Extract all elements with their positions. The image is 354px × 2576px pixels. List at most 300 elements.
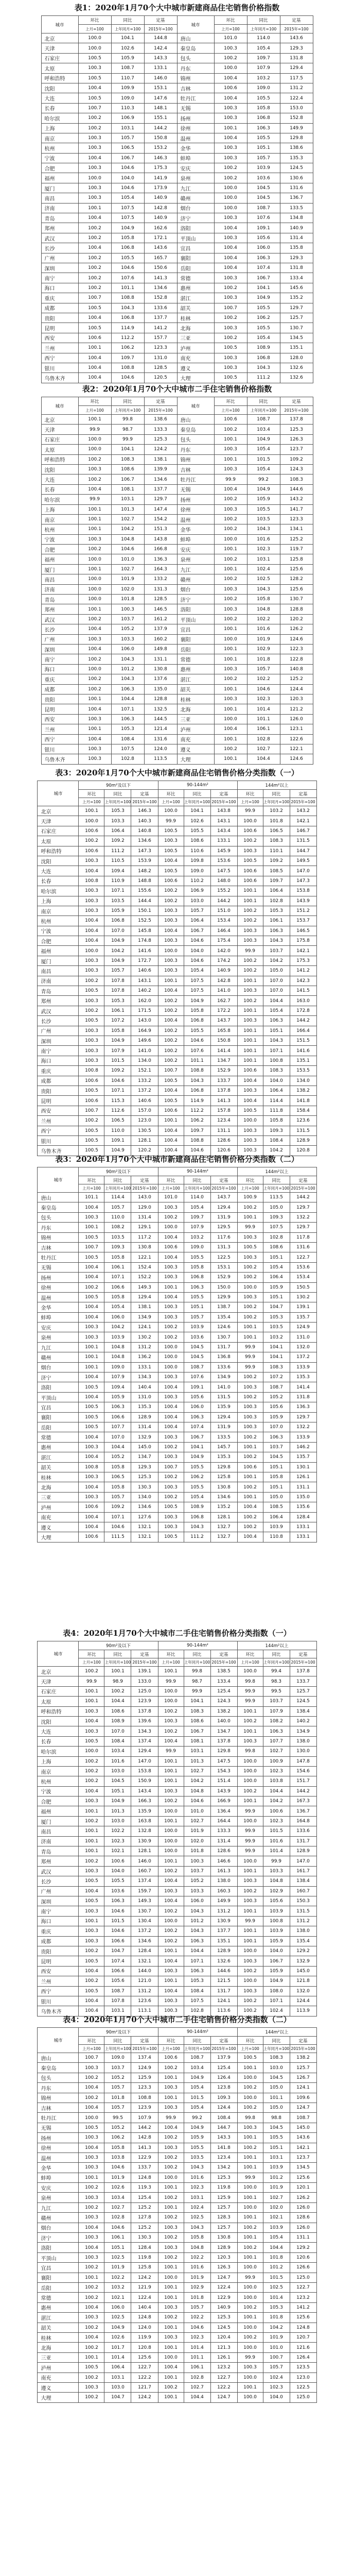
- index-value: 100.0: [237, 2183, 263, 2193]
- index-value: 143.6: [280, 33, 313, 43]
- index-value: 109.3: [210, 2093, 237, 2103]
- index-value: 107.0: [104, 1432, 131, 1442]
- index-value: 102.7: [104, 2202, 131, 2212]
- index-value: 100.4: [158, 1382, 184, 1392]
- table-row: [41, 73, 313, 83]
- index-value: 105.9: [247, 495, 280, 504]
- index-value: 132.0: [290, 1986, 316, 1996]
- index-value: 100.2: [237, 1262, 263, 1272]
- index-value: 163.0: [290, 996, 316, 1006]
- index-value: 103.5: [104, 1232, 131, 1242]
- index-value: 101.1: [184, 2352, 210, 2362]
- index-value: 139.1: [131, 1667, 158, 1676]
- index-value: 104.4: [184, 1946, 210, 1956]
- index-value: 125.3: [210, 2173, 237, 2182]
- index-value: 109.1: [247, 223, 280, 233]
- index-value: 144.7: [210, 2123, 237, 2132]
- index-value: 130.3: [131, 2233, 158, 2243]
- header-mid: 定基: [290, 1650, 316, 1658]
- city-name: 烟台: [177, 203, 214, 213]
- index-value: 100.3: [79, 1797, 104, 1806]
- index-value: 104.8: [104, 1352, 131, 1362]
- index-value: 105.5: [111, 253, 144, 263]
- city-name: 大理: [177, 373, 214, 383]
- table-row: [38, 1392, 316, 1402]
- city-name: 乌鲁木齐: [41, 754, 78, 764]
- index-value: 100.3: [158, 2302, 184, 2312]
- index-value: 100.3: [79, 2193, 104, 2202]
- index-value: 103.6: [184, 1332, 210, 1342]
- table-row: [38, 1736, 316, 1746]
- city-name: 济南: [41, 584, 78, 594]
- table-row: [41, 654, 313, 664]
- index-value: 144.6: [210, 1966, 237, 1976]
- index-value: 172.7: [131, 956, 158, 965]
- header-sub: 上月=100: [79, 1658, 104, 1667]
- header-mid: 同比: [263, 790, 290, 798]
- index-value: 130.7: [280, 595, 313, 604]
- index-value: 130.8: [210, 2233, 237, 2243]
- index-value: 100.4: [214, 724, 247, 734]
- index-value: 100.3: [214, 445, 247, 454]
- index-value: 160.2: [144, 634, 177, 644]
- city-name: 烟台: [177, 584, 214, 594]
- index-value: 164.9: [131, 1026, 158, 1036]
- index-value: 151.4: [210, 1776, 237, 1786]
- city-name: 宜昌: [38, 2263, 79, 2273]
- index-value: 123.9: [131, 1697, 158, 1706]
- index-value: 100.1: [79, 1342, 104, 1352]
- index-value: 100.1: [78, 524, 111, 534]
- index-value: 100.1: [78, 203, 111, 213]
- index-value: 102.0: [184, 1836, 210, 1846]
- index-value: 125.0: [131, 1686, 158, 1696]
- index-value: 105.5: [247, 504, 280, 514]
- index-value: 101.4: [104, 2352, 131, 2362]
- index-value: 108.6: [184, 836, 210, 846]
- city-name: 南京: [41, 514, 78, 524]
- index-value: 131.6: [144, 734, 177, 744]
- table-row: [38, 2382, 316, 2392]
- index-value: 103.5: [247, 514, 280, 524]
- index-value: 99.9: [237, 1826, 263, 1836]
- city-name: 济宁: [177, 595, 214, 604]
- index-value: 125.0: [290, 2273, 316, 2282]
- table-row: [41, 495, 313, 504]
- index-value: 108.8: [131, 2093, 158, 2103]
- index-value: 103.0: [263, 2063, 290, 2073]
- index-value: 104.6: [184, 1036, 210, 1045]
- index-value: 100.0: [237, 2393, 263, 2402]
- index-value: 100.5: [158, 846, 184, 856]
- table-row: [38, 1492, 316, 1502]
- city-name: 北海: [177, 704, 214, 714]
- index-value: 102.3: [263, 1816, 290, 1826]
- index-value: 153.8: [290, 886, 316, 896]
- city-name: 郑州: [41, 223, 78, 233]
- index-value: 101.5: [104, 1056, 131, 1065]
- city-name: 无锡: [177, 484, 214, 494]
- city-name: 南京: [38, 906, 79, 916]
- index-value: 102.3: [184, 2332, 210, 2342]
- index-value: 120.2: [280, 614, 313, 624]
- city-name: 武汉: [38, 1006, 79, 1015]
- city-name: 惠州: [177, 283, 214, 293]
- header-sub: 上年同月=100: [247, 25, 280, 33]
- index-value: 101.8: [263, 2252, 290, 2262]
- header-sub: 上月=100: [158, 1184, 184, 1193]
- index-value: 125.8: [210, 1472, 237, 1482]
- index-value: 100.5: [158, 1076, 184, 1086]
- table-row: [41, 524, 313, 534]
- index-value: 104.8: [263, 1876, 290, 1886]
- index-value: 100.0: [78, 43, 111, 53]
- index-value: 104.1: [184, 1697, 210, 1706]
- index-value: 130.9: [210, 1916, 237, 1926]
- index-value: 102.2: [247, 674, 280, 684]
- table-row: [41, 415, 313, 425]
- table-row: [38, 2113, 316, 2123]
- city-name: 襄阳: [38, 1412, 79, 1422]
- index-value: 121.5: [210, 1976, 237, 1986]
- table-row: [38, 1766, 316, 1776]
- table-section-t4b: [0, 2012, 354, 2403]
- index-value: 111.2: [247, 373, 280, 383]
- index-value: 100.2: [158, 1006, 184, 1015]
- data-table: [41, 397, 313, 765]
- index-value: 100.2: [237, 1716, 263, 1726]
- index-value: 141.3: [210, 1096, 237, 1106]
- index-value: 99.2: [184, 2113, 210, 2123]
- index-value: 100.3: [158, 1522, 184, 1532]
- index-value: 107.1: [104, 1512, 131, 1522]
- index-value: 109.3: [263, 1126, 290, 1136]
- index-value: 100.3: [79, 2313, 104, 2323]
- index-value: 100.0: [214, 63, 247, 73]
- table-row: [38, 1936, 316, 1946]
- header-sub: 上年同月=100: [104, 2045, 131, 2053]
- index-value: 106.2: [184, 1472, 210, 1482]
- index-value: 124.7: [210, 2393, 237, 2402]
- index-value: 100.5: [79, 1986, 104, 1996]
- table-row: [38, 846, 316, 856]
- index-value: 100.4: [79, 2332, 104, 2342]
- index-value: 105.1: [263, 1292, 290, 1302]
- city-name: 湛江: [38, 1452, 79, 1462]
- index-value: 100.2: [237, 1996, 263, 2006]
- index-value: 125.4: [210, 2063, 237, 2073]
- index-value: 153.0: [280, 103, 313, 113]
- header-group: 144m²以上: [237, 1641, 316, 1650]
- table-row: [38, 1096, 316, 1106]
- index-value: 131.6: [280, 183, 313, 193]
- table-row: [38, 2053, 316, 2063]
- city-name: 宁波: [38, 1786, 79, 1796]
- index-value: 100.2: [237, 2143, 263, 2153]
- city-name: 宜昌: [177, 243, 214, 253]
- index-value: 131.2: [210, 1906, 237, 1916]
- index-value: 100.2: [79, 1976, 104, 1986]
- index-value: 100.4: [158, 1896, 184, 1906]
- index-value: 103.7: [184, 1866, 210, 1876]
- index-value: 100.3: [158, 1273, 184, 1282]
- index-value: 100.2: [158, 1323, 184, 1332]
- city-name: 丹东: [38, 1223, 79, 1232]
- table-row: [38, 1686, 316, 1696]
- index-value: 103.7: [263, 1442, 290, 1452]
- index-value: 143.1: [210, 816, 237, 826]
- index-value: 102.8: [184, 2372, 210, 2382]
- header-group: 90-144m²: [158, 781, 237, 790]
- index-value: 104.3: [184, 2163, 210, 2173]
- index-value: 100.5: [79, 1086, 104, 1095]
- table-row: [38, 2223, 316, 2232]
- index-value: 100.2: [237, 1966, 263, 1976]
- header-row-groups: [38, 1167, 316, 1176]
- index-value: 147.3: [131, 846, 158, 856]
- index-value: 140.6: [131, 966, 158, 976]
- index-value: 100.3: [214, 233, 247, 243]
- index-value: 100.2: [237, 1202, 263, 1212]
- table-row: [38, 1806, 316, 1816]
- index-value: 119.8: [131, 2252, 158, 2262]
- index-value: 100.1: [237, 2063, 263, 2073]
- index-value: 99.8: [237, 2113, 263, 2123]
- header-sub: 上月=100: [158, 1658, 184, 1667]
- index-value: 134.6: [144, 283, 177, 293]
- index-value: 104.3: [184, 1926, 210, 1936]
- index-value: 104.6: [184, 956, 210, 965]
- index-value: 133.4: [210, 1676, 237, 1686]
- index-value: 141.8: [210, 2143, 237, 2153]
- table-row: [41, 43, 313, 53]
- index-value: 100.3: [158, 1432, 184, 1442]
- index-value: 105.8: [184, 1262, 210, 1272]
- index-value: 102.3: [263, 2382, 290, 2392]
- table-row: [38, 2313, 316, 2323]
- index-value: 145.7: [210, 1442, 237, 1452]
- table-row: [38, 1906, 316, 1916]
- index-value: 100.1: [79, 806, 104, 816]
- index-value: 128.2: [280, 574, 313, 584]
- index-value: 102.4: [263, 2372, 290, 2382]
- index-value: 124.5: [210, 2323, 237, 2332]
- index-value: 140.8: [280, 664, 313, 674]
- index-value: 141.5: [290, 986, 316, 996]
- index-value: 100.3: [237, 2363, 263, 2372]
- index-value: 106.3: [104, 1402, 131, 1412]
- index-value: 153.6: [290, 1262, 316, 1272]
- index-value: 99.9: [237, 1352, 263, 1362]
- table-row: [41, 644, 313, 654]
- index-value: 101.6: [263, 1836, 290, 1846]
- table-row: [38, 816, 316, 826]
- table-row: [41, 173, 313, 183]
- index-value: 137.4: [131, 1736, 158, 1746]
- index-value: 141.9: [144, 173, 177, 183]
- table-row: [41, 604, 313, 614]
- index-value: 129.8: [210, 1747, 237, 1756]
- index-value: 134.3: [131, 1372, 158, 1382]
- index-value: 100.5: [78, 53, 111, 63]
- index-value: 140.0: [210, 1716, 237, 1726]
- table-title: 表4：2020年1月70个大中城市二手住宅销售价格分类指数（一）: [63, 1629, 291, 1638]
- index-value: 100.0: [158, 1223, 184, 1232]
- index-value: 100.1: [158, 1946, 184, 1956]
- index-value: 101.1: [111, 283, 144, 293]
- index-value: 100.1: [237, 1323, 263, 1332]
- header-city: 城市: [38, 2028, 79, 2053]
- index-value: 108.1: [184, 1736, 210, 1746]
- index-value: 104.6: [104, 2223, 131, 2232]
- index-value: 100.6: [79, 1076, 104, 1086]
- index-value: 101.1: [247, 714, 280, 724]
- city-name: 大连: [38, 1726, 79, 1736]
- table-row: [38, 1252, 316, 1262]
- index-value: 100.5: [158, 1502, 184, 1512]
- index-value: 141.2: [290, 966, 316, 976]
- index-value: 113.1: [131, 2006, 158, 2016]
- index-value: 143.1: [131, 976, 158, 986]
- index-value: 100.3: [158, 966, 184, 976]
- index-value: 99.2: [247, 474, 280, 484]
- index-value: 123.0: [290, 2372, 316, 2382]
- index-value: 100.9: [263, 1756, 290, 1766]
- table-row: [38, 2393, 316, 2402]
- index-value: 110.0: [104, 1126, 131, 1136]
- index-value: 109.6: [290, 2093, 316, 2103]
- index-value: 124.6: [280, 754, 313, 764]
- index-value: 107.0: [104, 926, 131, 936]
- index-value: 100.2: [237, 1392, 263, 1402]
- index-value: 124.2: [144, 445, 177, 454]
- index-value: 100.5: [79, 1146, 104, 1156]
- index-value: 151.2: [290, 906, 316, 916]
- city-name: 安庆: [38, 1323, 79, 1332]
- index-value: 121.7: [131, 2382, 158, 2392]
- index-value: 141.6: [290, 1046, 316, 1056]
- index-value: 107.6: [247, 213, 280, 223]
- city-name: 包头: [177, 53, 214, 63]
- index-value: 114.4: [263, 1096, 290, 1106]
- index-value: 100.4: [158, 1146, 184, 1156]
- index-value: 102.1: [104, 2293, 131, 2302]
- index-value: 100.4: [214, 93, 247, 103]
- index-value: 104.2: [263, 956, 290, 965]
- index-value: 99.9: [158, 2113, 184, 2123]
- index-value: 100.4: [158, 1136, 184, 1145]
- index-value: 152.1: [131, 1066, 158, 1076]
- index-value: 104.6: [104, 1926, 131, 1936]
- index-value: 136.2: [131, 1352, 158, 1362]
- city-name: 牡丹江: [38, 1252, 79, 1262]
- index-value: 109.7: [184, 1126, 210, 1136]
- index-value: 100.2: [78, 223, 111, 233]
- index-value: 100.1: [79, 1697, 104, 1706]
- city-name: 海口: [38, 1916, 79, 1926]
- index-value: 100.2: [79, 1946, 104, 1956]
- city-name: 合肥: [38, 1797, 79, 1806]
- index-value: 104.9: [247, 484, 280, 494]
- index-value: 100.3: [214, 353, 247, 363]
- header-sub: 上年同月=100: [263, 798, 290, 806]
- index-value: 100.0: [78, 595, 111, 604]
- city-name: 海口: [38, 1056, 79, 1065]
- table-row: [38, 1836, 316, 1846]
- table-row: [38, 1212, 316, 1222]
- index-value: 149.3: [131, 1282, 158, 1292]
- index-value: 134.0: [290, 1076, 316, 1086]
- index-value: 104.5: [184, 1352, 210, 1362]
- index-value: 102.6: [111, 43, 144, 53]
- index-value: 149.5: [290, 856, 316, 866]
- index-value: 100.5: [237, 1106, 263, 1115]
- index-value: 100.4: [158, 1412, 184, 1422]
- index-value: 100.2: [158, 2193, 184, 2202]
- city-name: 天津: [38, 1676, 79, 1686]
- index-value: 99.9: [237, 2273, 263, 2282]
- index-value: 133.1: [290, 1522, 316, 1532]
- index-value: 131.5: [290, 836, 316, 846]
- city-name: 青岛: [41, 213, 78, 223]
- index-value: 129.7: [280, 303, 313, 313]
- table-row: [41, 624, 313, 634]
- index-value: 100.2: [79, 2263, 104, 2273]
- index-value: 100.3: [214, 323, 247, 333]
- table-row: [38, 1996, 316, 2006]
- index-value: 103.2: [263, 1332, 290, 1342]
- index-value: 106.6: [104, 1412, 131, 1422]
- index-value: 150.9: [131, 1776, 158, 1786]
- city-name: 太原: [41, 445, 78, 454]
- index-value: 109.7: [184, 1212, 210, 1222]
- index-value: 102.7: [184, 1816, 210, 1826]
- index-value: 100.4: [158, 1016, 184, 1026]
- index-value: 100.1: [158, 2263, 184, 2273]
- index-value: 104.8: [104, 1342, 131, 1352]
- index-value: 128.4: [131, 2243, 158, 2252]
- index-value: 120.5: [144, 373, 177, 383]
- index-value: 100.6: [158, 1106, 184, 1115]
- index-value: 100.3: [79, 1906, 104, 1916]
- index-value: 131.8: [290, 1392, 316, 1402]
- index-value: 138.6: [144, 415, 177, 425]
- index-value: 100.2: [214, 283, 247, 293]
- index-value: 123.7: [280, 445, 313, 454]
- index-value: 150.8: [144, 133, 177, 143]
- index-value: 99.9: [79, 1676, 104, 1686]
- city-name: 贵阳: [38, 1086, 79, 1095]
- index-value: 100.2: [237, 1452, 263, 1462]
- table-row: [38, 1502, 316, 1512]
- table-row: [38, 1776, 316, 1786]
- index-value: 100.2: [158, 1026, 184, 1036]
- index-value: 129.3: [131, 1462, 158, 1472]
- index-value: 133.6: [144, 303, 177, 313]
- index-value: 150.0: [210, 1282, 237, 1292]
- index-value: 129.3: [280, 43, 313, 53]
- index-value: 108.7: [104, 1986, 131, 1996]
- index-value: 104.9: [111, 223, 144, 233]
- table-row: [38, 1966, 316, 1976]
- index-value: 106.6: [104, 1936, 131, 1946]
- index-value: 142.8: [131, 2133, 158, 2143]
- table-row: [38, 2143, 316, 2153]
- table-row: [41, 724, 313, 734]
- index-value: 175.3: [290, 956, 316, 965]
- index-value: 135.6: [290, 1502, 316, 1512]
- index-value: 103.9: [263, 2163, 290, 2173]
